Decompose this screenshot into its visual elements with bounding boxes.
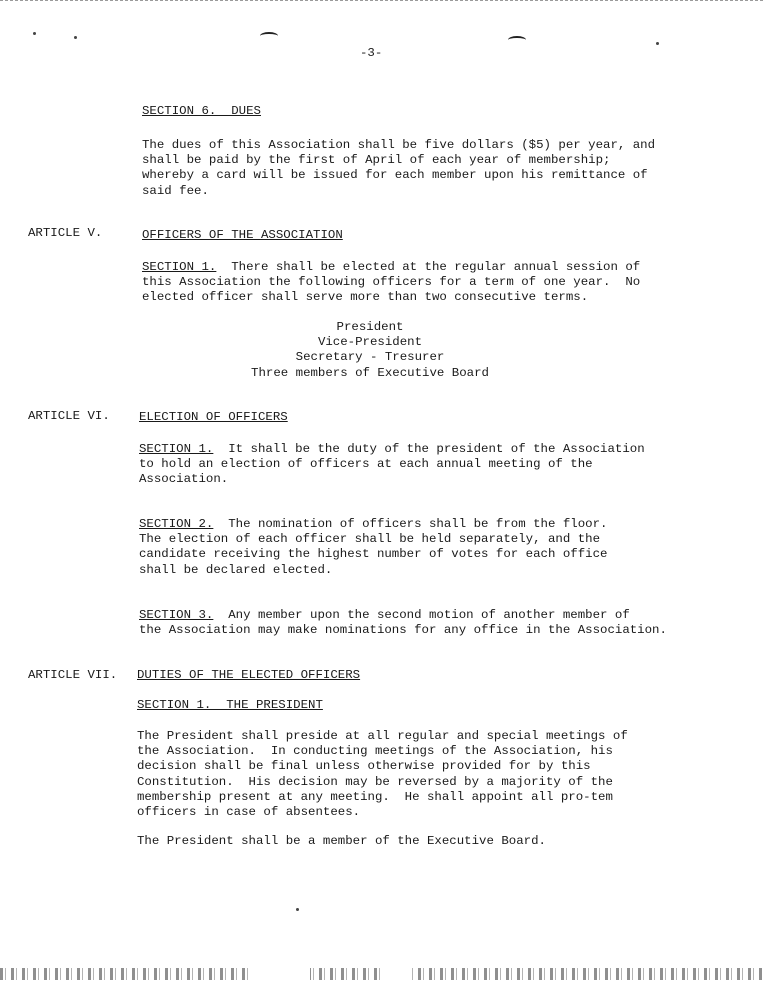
section-lead: SECTION 1. [142,260,217,274]
president-board-paragraph [137,834,677,849]
officer-item: Secretary - Tresurer [295,350,445,365]
text-line: elected officer shall serve more than two consecutive terms. [142,290,589,305]
page-number: -3- [360,46,383,60]
president-duties-paragraph [137,729,677,820]
text-fragment: The nomination of officers shall be from the floor. [213,517,608,531]
article-v-section-1 [142,260,682,306]
article-vi-label: ARTICLE VI. [28,409,110,423]
text-line: whereby a card will be issued for each member upon his remittance of [142,168,648,183]
officer-item: President [336,320,404,334]
text-fragment: It shall be the duty of the president of the Association [213,442,645,456]
article-vii-label: ARTICLE VII. [28,668,118,682]
scan-speck [656,42,659,45]
text-fragment: Any member upon the second motion of another member of [213,608,630,622]
text-line: Association. [139,472,229,487]
text-line: shall be declared elected. [139,562,333,577]
officer-item: Three members of Executive Board [251,365,489,380]
text-line: to hold an election of officers at each annual meeting of the [139,457,593,472]
section-6-heading: SECTION 6. DUES [142,104,261,118]
text-line: The President shall preside at all regular and special meetings of [137,729,628,743]
scan-noise-gap [250,966,310,982]
scan-noise-gap [380,966,410,982]
text-line: membership present at any meeting. He shall appoint all pro-tem [137,789,613,804]
officer-item: Vice-President [317,335,423,350]
officers-list [230,320,510,381]
article-v-label: ARTICLE V. [28,226,103,240]
article-v-title: OFFICERS OF THE ASSOCIATION [142,228,343,242]
text-line [139,608,679,623]
scan-speck [296,908,299,911]
scan-speck [74,36,77,39]
text-line: officers in case of absentees. [137,805,361,820]
section-lead: SECTION 2. [139,517,214,531]
text-line: The President shall be a member of the Executive Board. [137,834,546,848]
article-vi-title: ELECTION OF OFFICERS [139,410,288,424]
text-line: The dues of this Association shall be five dollars ($5) per year, and [142,138,656,152]
text-line: said fee. [142,183,209,198]
section-lead: SECTION 1. [139,442,214,456]
article-vii-subheading: SECTION 1. THE PRESIDENT [137,698,323,712]
scan-mark [260,32,278,40]
text-line: the Association may make nominations for any office in the Association. [139,623,667,638]
text-line: Constitution. His decision may be reversed by a majority of the [137,774,613,789]
text-line: the Association. In conducting meetings of the Association, his [137,744,613,759]
text-line: shall be paid by the first of April of each year of membership; [142,153,611,168]
article-vi-section-3 [139,608,679,638]
scan-mark [508,36,526,44]
article-vi-section-2 [139,517,679,578]
scan-speck [33,32,36,35]
text-line [139,517,679,532]
section-lead: SECTION 3. [139,608,214,622]
text-line [142,260,682,275]
text-line [139,442,679,457]
section-6-paragraph [142,138,682,199]
text-line: this Association the following officers for a term of one year. No [142,275,641,290]
text-line: The election of each officer shall be held separately, and the [139,532,601,547]
text-line: candidate receiving the highest number of votes for each office [139,547,608,562]
text-fragment: There shall be elected at the regular annual session of [216,260,641,274]
article-vi-section-1 [139,442,679,488]
page-top-edge [0,0,763,1]
article-vii-title: DUTIES OF THE ELECTED OFFICERS [137,668,361,682]
text-line: decision shall be final unless otherwise provided for by this [137,759,591,774]
